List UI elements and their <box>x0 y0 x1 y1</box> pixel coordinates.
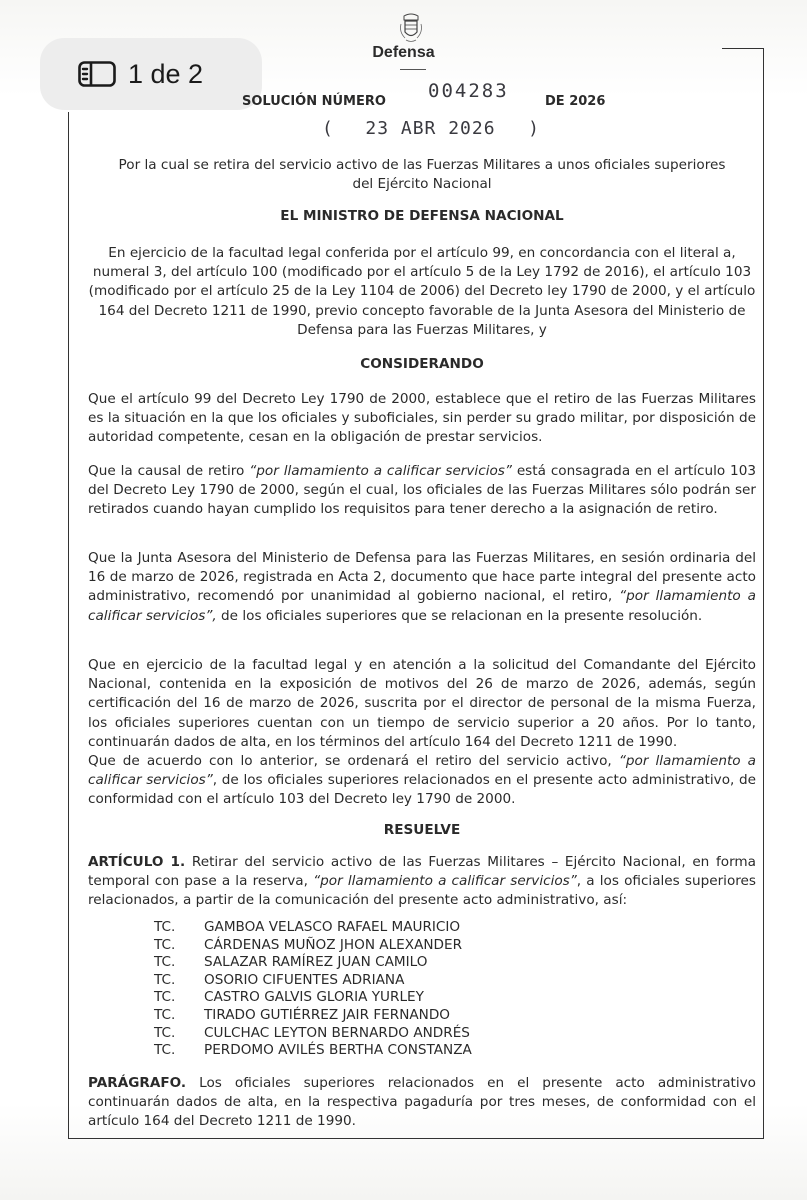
coat-of-arms-icon <box>396 12 426 44</box>
page-indicator-text: 1 de 2 <box>128 58 204 89</box>
officer-rank: TC. <box>154 936 176 953</box>
list-item <box>154 1042 472 1060</box>
list-item <box>154 954 472 972</box>
quoted-cause: “por llamamiento a calificar servicios” <box>88 753 757 789</box>
text-run: Que la causal de retiro <box>88 463 250 479</box>
considerando-heading: CONSIDERANDO <box>360 356 484 372</box>
officer-list <box>154 919 472 1060</box>
officer-rank: TC. <box>154 989 176 1006</box>
text-run: Retirar del servicio activo de las Fuerzas Militares – Ejército Nacional, en forma temporal con pase a la reserva, <box>88 854 757 890</box>
officer-name: SALAZAR RAMÍREZ JUAN CAMILO <box>204 954 428 971</box>
text-run: Que de acuerdo con lo anterior, se ordenará el retiro del servicio activo, <box>88 753 619 769</box>
text-run: de los oficiales superiores que se relacionan en la presente resolución. <box>216 607 703 624</box>
list-item <box>154 989 472 1007</box>
text-run: Los oficiales superiores relacionados en el presente acto administrativo continuarán dados de alta, en la respectiva pagaduría por tres meses, de conformidad con el artículo 164 del Decreto 1211 de 1990. <box>88 1075 756 1130</box>
quoted-cause: “por llamamiento a calificar servicios” <box>313 873 577 890</box>
list-item <box>154 1025 472 1043</box>
articulo-1-label: ARTÍCULO 1. <box>88 854 186 870</box>
officer-rank: TC. <box>154 971 176 988</box>
brand-divider <box>400 69 426 70</box>
resolution-label: SOLUCIÓN NÚMERO <box>242 94 386 109</box>
page-border-bottom <box>68 1138 764 1139</box>
preamble: En ejercicio de la facultad legal conferida por el artículo 99, en concordancia con el literal a, numeral 3, del artículo 100 (modificado por el artículo 5 de la Ley 1792 de 2016), el artículo 103 (modificado por el artículo 25 de la Ley 1104 de 2006) del Decreto ley 1790 de 2000, y el artículo 164 del Decreto 1211 de 1990, previo concepto favorable de la Junta Asesora del Ministerio de Defensa para las Fuerzas Militares, y <box>88 245 756 338</box>
resolution-subject: Por la cual se retira del servicio activo de las Fuerzas Militares a unos oficiales superiores del Ejército Nacional <box>118 157 726 193</box>
officer-rank: TC. <box>154 1024 176 1041</box>
page-border-right <box>763 48 764 1138</box>
officer-rank: TC. <box>154 954 176 971</box>
considerando-paragraph-1: Que el artículo 99 del Decreto Ley 1790 de 2000, establece que el retiro de las Fuerzas Militares es la situación en la que los oficiales y suboficiales, sin perder su grado militar, por disposición de autoridad competente, cesan en la obligación de prestar servicios. <box>88 391 756 446</box>
resolution-date <box>322 118 539 139</box>
considerando-paragraph-2 <box>88 462 756 520</box>
officer-name: TIRADO GUTIÉRREZ JAIR FERNANDO <box>204 1006 450 1023</box>
officer-rank: TC. <box>154 919 176 935</box>
text-run: , de los oficiales superiores relacionados en el presente acto administrativo, de conformidad con el artículo 103 del Decreto ley 1790 de 2000. <box>88 772 757 808</box>
officer-name: OSORIO CIFUENTES ADRIANA <box>204 971 405 988</box>
list-item <box>154 1007 472 1025</box>
considerando-paragraph-4: Que en ejercicio de la facultad legal y en atención a la solicitud del Comandante del Ejército Nacional, contenida en la exposición de motivos del 26 de marzo de 2026, además, según certificación del 16 de marzo de 2026, suscrita por el director de personal de la misma Fuerza, los oficiales superiores cuentan con un tiempo de servicio superior a 20 años. Por lo tanto, continuarán dados de alta, en los términos del artículo 164 del Decreto 1211 de 1990. <box>88 657 756 750</box>
considerando-paragraph-3 <box>88 549 756 626</box>
authority-heading: EL MINISTRO DE DEFENSA NACIONAL <box>280 208 564 224</box>
resuelve-heading: RESUELVE <box>383 822 461 838</box>
list-item <box>154 937 472 955</box>
brand-name: Defensa <box>372 44 435 61</box>
officer-name: CASTRO GALVIS GLORIA YURLEY <box>204 989 424 1006</box>
officer-name: PERDOMO AVILÉS BERTHA CONSTANZA <box>204 1042 472 1059</box>
considerando-paragraph-5 <box>88 752 756 810</box>
officer-name: CULCHAC LEYTON BERNARDO ANDRÉS <box>204 1024 470 1041</box>
paragrafo-label: PARÁGRAFO. <box>88 1075 187 1091</box>
text-run: , a los oficiales superiores relacionados, a partir de la comunicación del presente acto administrativo, así: <box>88 873 757 909</box>
resolution-number: 004283 <box>428 80 509 102</box>
page-border-left <box>68 112 69 1138</box>
date-open-paren: ( <box>322 118 333 139</box>
list-item <box>154 919 472 937</box>
quoted-cause: “por llamamiento a calificar servicios” <box>249 463 512 479</box>
page-indicator[interactable] <box>40 38 262 110</box>
officer-rank: TC. <box>154 1006 176 1023</box>
quoted-cause: “por llamamiento a calificar servicios”, <box>88 588 757 624</box>
articulo-1 <box>88 853 756 911</box>
paragrafo <box>88 1074 756 1132</box>
text-run: Que la Junta Asesora del Ministerio de Defensa para las Fuerzas Militares, en sesión ordinaria del 16 de marzo de 2026, registrada en Acta 2, documento que hace parte integral del presente acto administrativo, recomendó por unanimidad al gobierno nacional, el retiro, <box>88 550 756 605</box>
officer-name: GAMBOA VELASCO RAFAEL MAURICIO <box>204 919 461 935</box>
sidebar-panel-icon[interactable] <box>78 61 116 87</box>
officer-rank: TC. <box>154 1042 176 1059</box>
text-run: está consagrada en el artículo 103 del Decreto Ley 1790 de 2000, según el cual, los oficiales de las Fuerzas Militares sólo podrán ser retirados cuando hayan cumplido los requisitos para tener derecho a la asignación de retiro. <box>88 463 757 518</box>
resolution-year: DE 2026 <box>545 94 606 109</box>
date-value: 23 ABR 2026 <box>365 118 496 139</box>
officer-name: CÁRDENAS MUÑOZ JHON ALEXANDER <box>204 936 463 953</box>
list-item <box>154 972 472 990</box>
date-close-paren: ) <box>528 118 539 139</box>
